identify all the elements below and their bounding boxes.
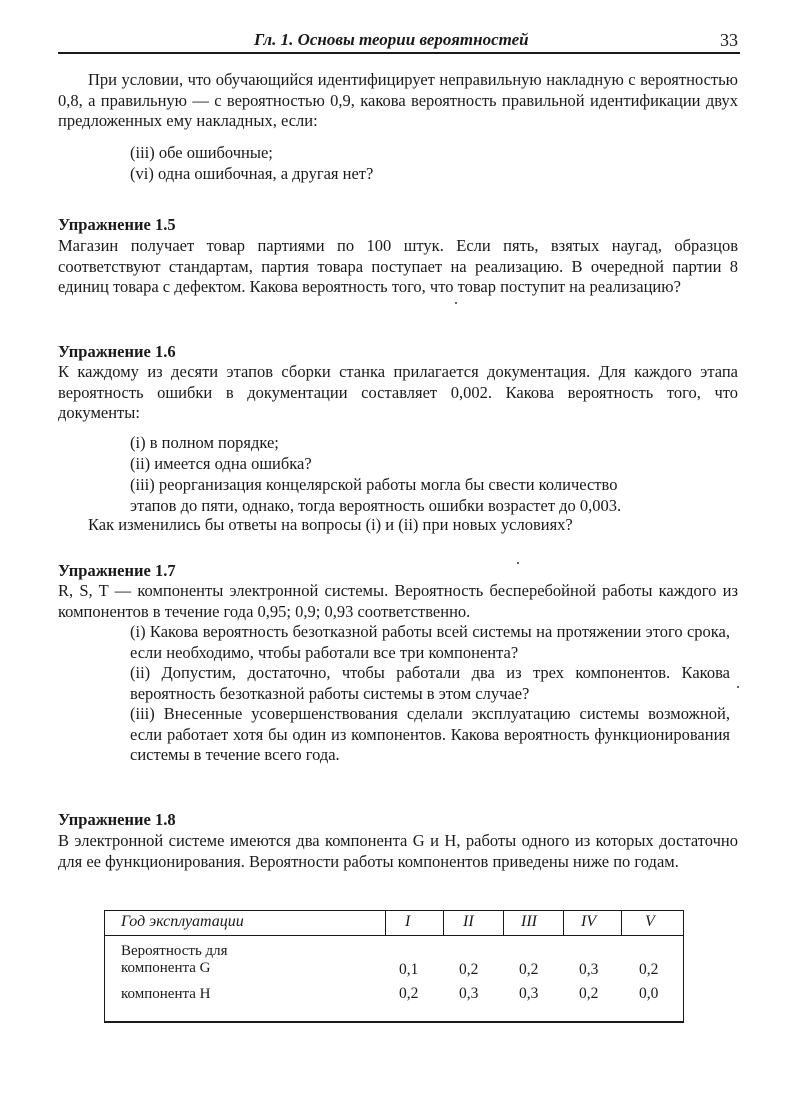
- exercise-1-8-body: В электронной системе имеются два компонента G и H, работы одного из которых достаточно для ее функционирования. Вероятности работы компонентов приведены ниже по годам.: [58, 831, 738, 871]
- table-cell: 0,0: [639, 985, 659, 1002]
- exercise-1-5-title: Упражнение 1.5: [58, 215, 176, 234]
- year-header: V: [645, 913, 655, 930]
- running-title: Гл. 1. Основы теории вероятностей: [254, 30, 529, 49]
- exercise-1-6-list: [130, 432, 740, 516]
- exercise-1-7-text: [58, 581, 738, 622]
- table-cell: 0,3: [519, 985, 539, 1002]
- row-label-h: [121, 986, 210, 1003]
- running-head: [58, 30, 740, 54]
- row-label-g: [121, 943, 228, 977]
- table-cell: 0,3: [459, 985, 479, 1002]
- header-rule: [58, 52, 740, 54]
- intro-text: При условии, что обучающийся идентифицирует неправильную накладную с вероятностью 0,8, а правильную — с вероятностью 0,9, какова вероятность правильной идентификации двух предложенных ему накладных, если:: [58, 70, 738, 131]
- page-number: 33: [720, 30, 738, 50]
- table-cell: 0,2: [639, 961, 659, 978]
- exercise-1-6-text: [58, 362, 738, 424]
- exercise-1-6-body: К каждому из десяти этапов сборки станка прилагается документация. Для каждого этапа вероятность ошибки в документации составляет 0,002. Какова вероятность того, что документы:: [58, 362, 738, 423]
- intro-list: [130, 142, 740, 184]
- intro-item: (vi) одна ошибочная, а другая нет?: [130, 164, 374, 183]
- intro-item: (iii) обе ошибочные;: [130, 143, 273, 162]
- table-cell: 0,3: [579, 961, 599, 978]
- column-divider: [503, 911, 504, 935]
- year-header: I: [405, 913, 411, 930]
- row-label-line: Вероятность для: [121, 943, 228, 959]
- exercise-1-5-body: Магазин получает товар партиями по 100 штук. Если пять, взятых наугад, образцов соответствуют стандартам, партия товара поступает на реализацию. В очередной партии 8 единиц товара с дефектом. Какова вероятность того, что товар поступит на реализацию?: [58, 236, 738, 297]
- year-header: III: [521, 913, 537, 930]
- column-divider: [385, 911, 386, 935]
- exercise-1-8-text: [58, 831, 738, 872]
- intro-paragraph: [58, 70, 738, 132]
- exercise-1-7-item: (ii) Допустим, достаточно, чтобы работали два из трех компонентов. Какова вероятность безотказной работы системы в этом случае?: [130, 663, 730, 703]
- row-label-line: компонента H: [121, 986, 211, 1002]
- table-header-rule: [105, 935, 683, 936]
- exercise-1-6-title: Упражнение 1.6: [58, 342, 176, 361]
- exercise-1-7-item: (iii) Внесенные усовершенствования сделали эксплуатацию системы возможной, если работает хотя бы один из компонентов. Какова вероятность функционирования системы в течение всего года.: [130, 704, 730, 764]
- column-divider: [443, 911, 444, 935]
- table-cell: 0,2: [459, 961, 479, 978]
- table-header-label: Год эксплуатации: [121, 913, 244, 930]
- column-divider: [563, 911, 564, 935]
- exercise-1-8-title: Упражнение 1.8: [58, 810, 176, 829]
- exercise-1-7-item: (i) Какова вероятность безотказной работы всей системы на протяжении этого срока, если необходимо, чтобы работали все три компонента?: [130, 622, 730, 662]
- table-cell: 0,2: [399, 985, 419, 1002]
- exercise-1-7-body: R, S, T — компоненты электронной системы. Вероятность бесперебойной работы каждого из компонентов в течение года 0,95; 0,9; 0,93 соответственно.: [58, 581, 738, 621]
- exercise-1-6-question: Как изменились бы ответы на вопросы (i) и (ii) при новых условиях?: [88, 515, 573, 534]
- exercise-1-6-item: (ii) имеется одна ошибка?: [130, 454, 312, 473]
- exercise-1-6-item: (iii) реорганизация концелярской работы могла бы свести количество: [130, 475, 618, 494]
- table-cell: 0,2: [579, 985, 599, 1002]
- row-label-line: компонента G: [121, 960, 211, 976]
- year-header: IV: [581, 913, 597, 930]
- exercise-1-7-title: Упражнение 1.7: [58, 561, 176, 580]
- column-divider: [621, 911, 622, 935]
- table-cell: 0,2: [519, 961, 539, 978]
- reliability-table: [104, 910, 684, 1023]
- table-cell: 0,1: [399, 961, 419, 978]
- scan-speck: [455, 302, 457, 304]
- year-header: II: [463, 913, 474, 930]
- exercise-1-6-item: (i) в полном порядке;: [130, 433, 279, 452]
- exercise-1-7-list: [130, 622, 730, 766]
- exercise-1-5-text: [58, 236, 738, 298]
- scan-speck: [517, 562, 519, 564]
- exercise-1-6-item-continuation: этапов до пяти, однако, тогда вероятность ошибки возрастет до 0,003.: [130, 496, 622, 515]
- scan-speck: [737, 686, 739, 688]
